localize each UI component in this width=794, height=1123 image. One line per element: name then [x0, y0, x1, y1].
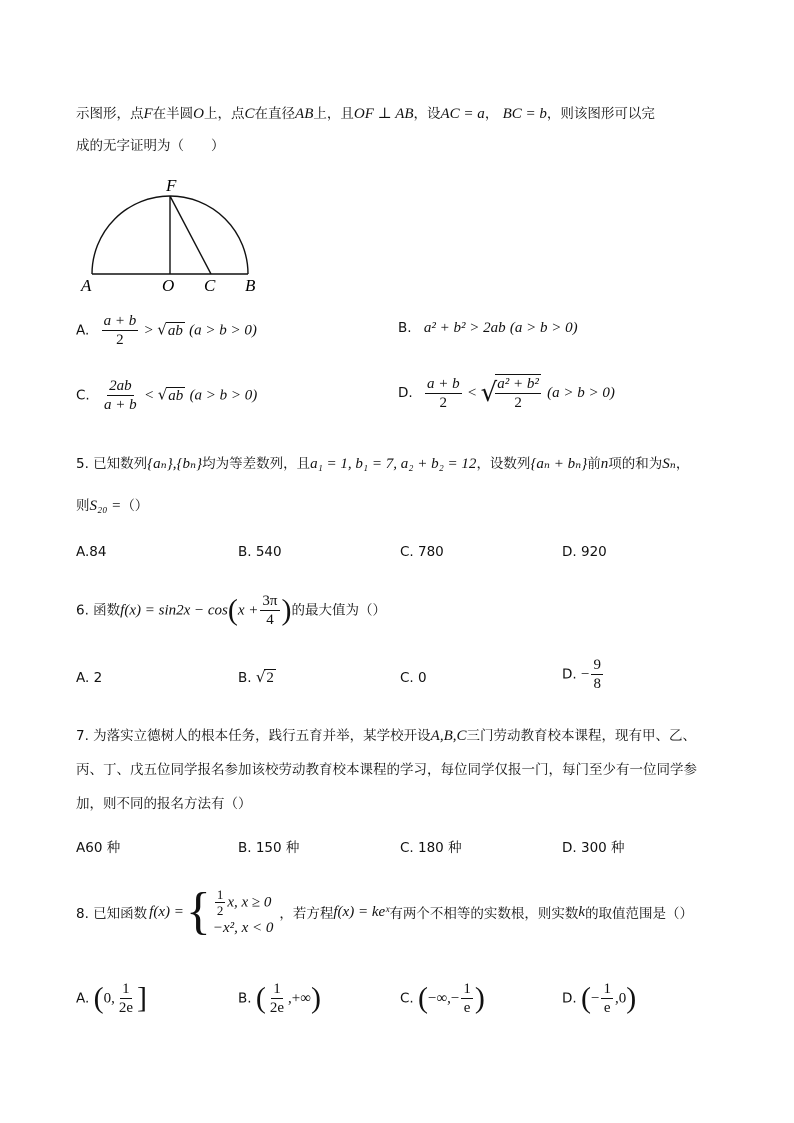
- q4-option-a[interactable]: A. $\frac{a + b}{2}$ > √ab (a > b > 0): [76, 313, 257, 348]
- q7-line-3: 加，则不同的报名方法有（）: [76, 796, 252, 812]
- label-o: O: [162, 276, 175, 295]
- q5-line-1: 5. 已知数列{aₙ},{bₙ}均为等差数列，且a₁ = 1, b₁ = 7, a₂ + b₂ = 12，设数列{aₙ + bₙ}前n项的和为Sₙ，: [76, 456, 690, 472]
- q7-line-2: 丙、丁、戊五位同学报名参加该校劳动教育校本课程的学习，每位同学仅报一门，每门至少有一位同学参: [76, 762, 697, 778]
- q7-option-d[interactable]: D. 300 种: [562, 840, 625, 856]
- q4-line-2: 成的无字证明为（ ）: [76, 138, 225, 154]
- q6-stem: 6. 函数f(x) = sin2x − cos(x + $\frac{3\pi}{4}$ )的最大值为（）: [76, 593, 386, 628]
- q5-line-2: 则S₂₀ =（）: [76, 498, 149, 514]
- q6-option-b[interactable]: B. √2: [238, 668, 274, 686]
- q4-line-1: 示图形，点F在半圆O上，点C在直径AB上，且OF ⊥ AB，设AC = a， BC = b，则该图形可以完: [76, 106, 655, 122]
- q8-option-c[interactable]: C. (−∞,− $\frac{1}{e}$ ): [400, 981, 485, 1016]
- semicircle-figure: [78, 174, 268, 298]
- q7-option-a[interactable]: A60 种: [76, 840, 121, 856]
- label-b: B: [245, 276, 256, 295]
- q4-option-d[interactable]: D. $\frac{a + b}{2}$ < √ $\frac{\text{a² + b²}}{2}$ (a > b > 0): [398, 375, 615, 411]
- q8-option-d[interactable]: D. (− $\frac{1}{e}$ ,0): [562, 981, 637, 1016]
- q5-option-c[interactable]: C. 780: [400, 544, 444, 560]
- label-c: C: [204, 276, 216, 295]
- q8-stem: 8. 已知函数 f(x) = { $\frac{1}{2}$ x, x ≥ 0 −x², x < 0 ，若方程 f(x) = keˣ 有两个不相等的实数根，则实数 k 的取值范围是（）: [76, 883, 694, 940]
- q6-option-c[interactable]: C. 0: [400, 670, 427, 686]
- q8-option-b[interactable]: B. ( $\frac{1}{2e}$ ,+∞): [238, 981, 321, 1016]
- segment-fc: [170, 196, 211, 274]
- q7-line-1: 7. 为落实立德树人的根本任务，践行五育并举，某学校开设A,B,C三门劳动教育校本课程，现有甲、乙、: [76, 728, 697, 744]
- q6-option-d[interactable]: D. − $\frac{9}{8}$: [562, 657, 601, 692]
- piecewise-brace: {: [185, 883, 211, 940]
- piecewise-cases: $\frac{1}{2}$ x, x ≥ 0 −x², x < 0: [212, 886, 274, 936]
- q6-option-a[interactable]: A. 2: [76, 670, 103, 686]
- q8-option-a[interactable]: A. (0, $\frac{1}{2e}$ ]: [76, 981, 148, 1016]
- q4-option-c[interactable]: C. $\frac{2ab}{a + b}$ < √ab (a > b > 0): [76, 378, 258, 413]
- q7-option-c[interactable]: C. 180 种: [400, 840, 462, 856]
- q5-option-d[interactable]: D. 920: [562, 544, 607, 560]
- q4-option-b[interactable]: B. a² + b² > 2ab (a > b > 0): [398, 320, 578, 336]
- label-f: F: [166, 176, 177, 195]
- label-a: A: [81, 276, 92, 295]
- q5-option-b[interactable]: B. 540: [238, 544, 282, 560]
- q7-option-b[interactable]: B. 150 种: [238, 840, 300, 856]
- q5-option-a[interactable]: A.84: [76, 544, 107, 560]
